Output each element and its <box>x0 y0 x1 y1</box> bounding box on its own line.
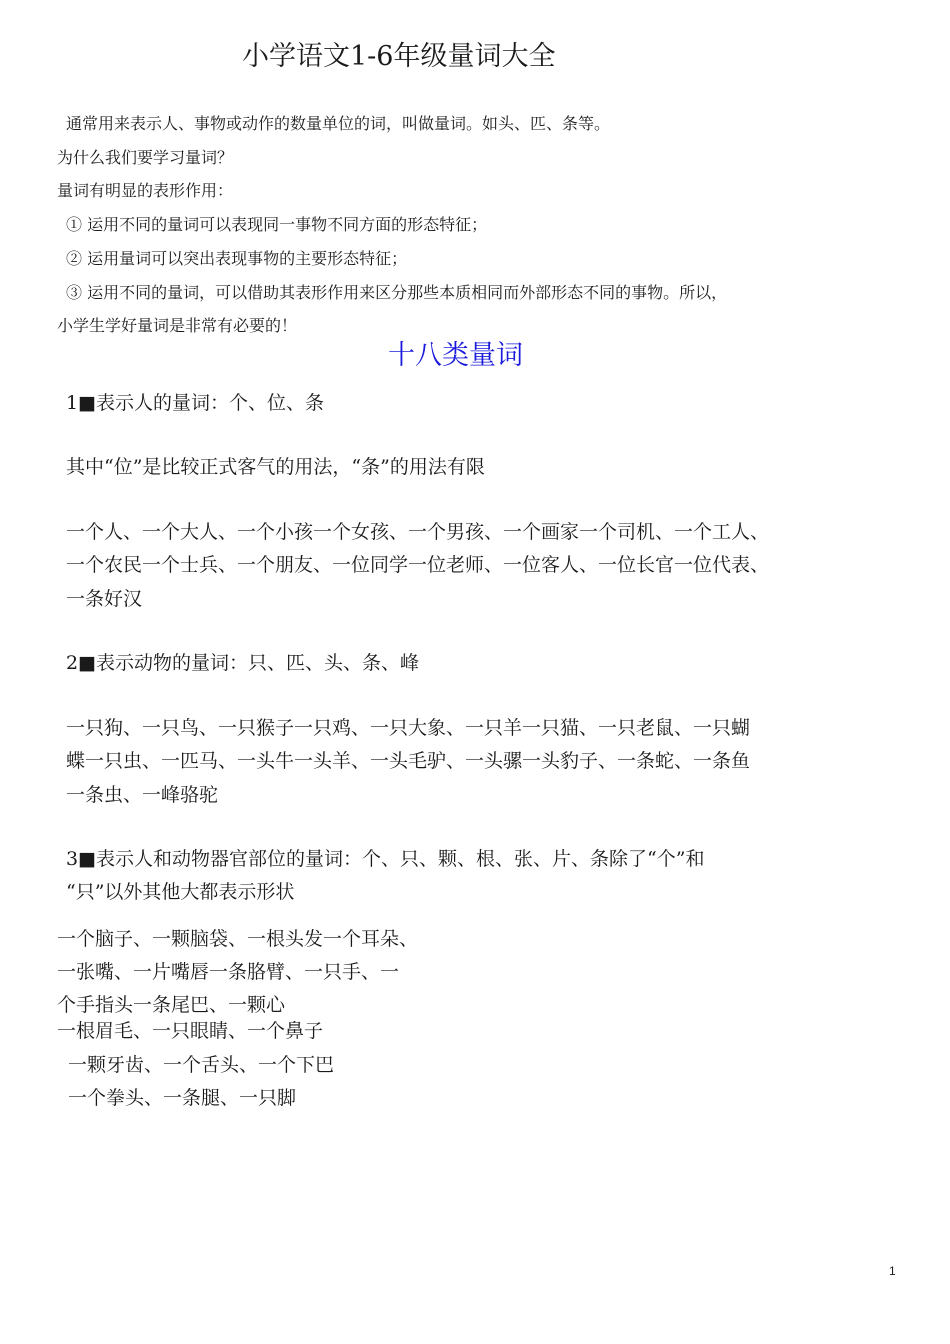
category-2-example-line: 蝶一只虫、一匹马、一头牛一头羊、一头毛驴、一头骡一头豹子、一条蛇、一条鱼 <box>66 750 751 772</box>
category-3-example-line: 一颗牙齿、一个舌头、一个下巴 <box>68 1054 335 1076</box>
intro-definition: 通常用来表示人、事物或动作的数量单位的词，叫做量词。如头、匹、条等。 <box>66 114 611 133</box>
category-1-heading: 1■表示人的量词：个、位、条 <box>66 392 325 414</box>
category-3-heading-line: “只”以外其他大都表示形状 <box>66 881 295 903</box>
category-3-example-line: 一个脑子、一颗脑袋、一根头发一个耳朵、 <box>57 928 419 950</box>
category-3-example-line: 一个拳头、一条腿、一只脚 <box>68 1087 297 1109</box>
page-number: 1 <box>889 1264 896 1278</box>
category-1-note: 其中“位”是比较正式客气的用法，“条”的用法有限 <box>66 456 485 478</box>
category-1-example-line: 一个人、一个大人、一个小孩一个女孩、一个男孩、一个画家一个司机、一个工人、 <box>66 521 770 543</box>
category-2-heading: 2■表示动物的量词：只、匹、头、条、峰 <box>66 652 420 674</box>
intro-point-1: ① 运用不同的量词可以表现同一事物不同方面的形态特征； <box>66 215 488 234</box>
category-1-example-line: 一条好汉 <box>66 588 143 610</box>
category-1-example-line: 一个农民一个士兵、一个朋友、一位同学一位老师、一位客人、一位长官一位代表、 <box>66 554 770 576</box>
intro-conclusion: 小学生学好量词是非常有必要的！ <box>57 316 298 335</box>
category-3-example-line: 一根眉毛、一只眼睛、一个鼻子 <box>57 1020 324 1042</box>
category-3-example-line: 个手指头一条尾巴、一颗心 <box>57 994 286 1016</box>
section-heading: 十八类量词 <box>388 340 523 371</box>
intro-point-2: ② 运用量词可以突出表现事物的主要形态特征； <box>66 249 408 268</box>
category-3-example-line: 一张嘴、一片嘴唇一条胳臂、一只手、一 <box>57 961 400 983</box>
intro-role-label: 量词有明显的表形作用： <box>57 181 234 200</box>
category-2-example-line: 一条虫、一峰骆驼 <box>66 784 219 806</box>
category-3-heading-line: 3■表示人和动物器官部位的量词：个、只、颗、根、张、片、条除了“个”和 <box>66 848 705 870</box>
intro-question: 为什么我们要学习量词？ <box>57 148 234 167</box>
document-title: 小学语文1-6年级量词大全 <box>242 41 556 72</box>
intro-point-3: ③ 运用不同的量词，可以借助其表形作用来区分那些本质相同而外部形态不同的事物。所以， <box>66 283 728 302</box>
category-2-example-line: 一只狗、一只鸟、一只猴子一只鸡、一只大象、一只羊一只猫、一只老鼠、一只蝴 <box>66 717 751 739</box>
